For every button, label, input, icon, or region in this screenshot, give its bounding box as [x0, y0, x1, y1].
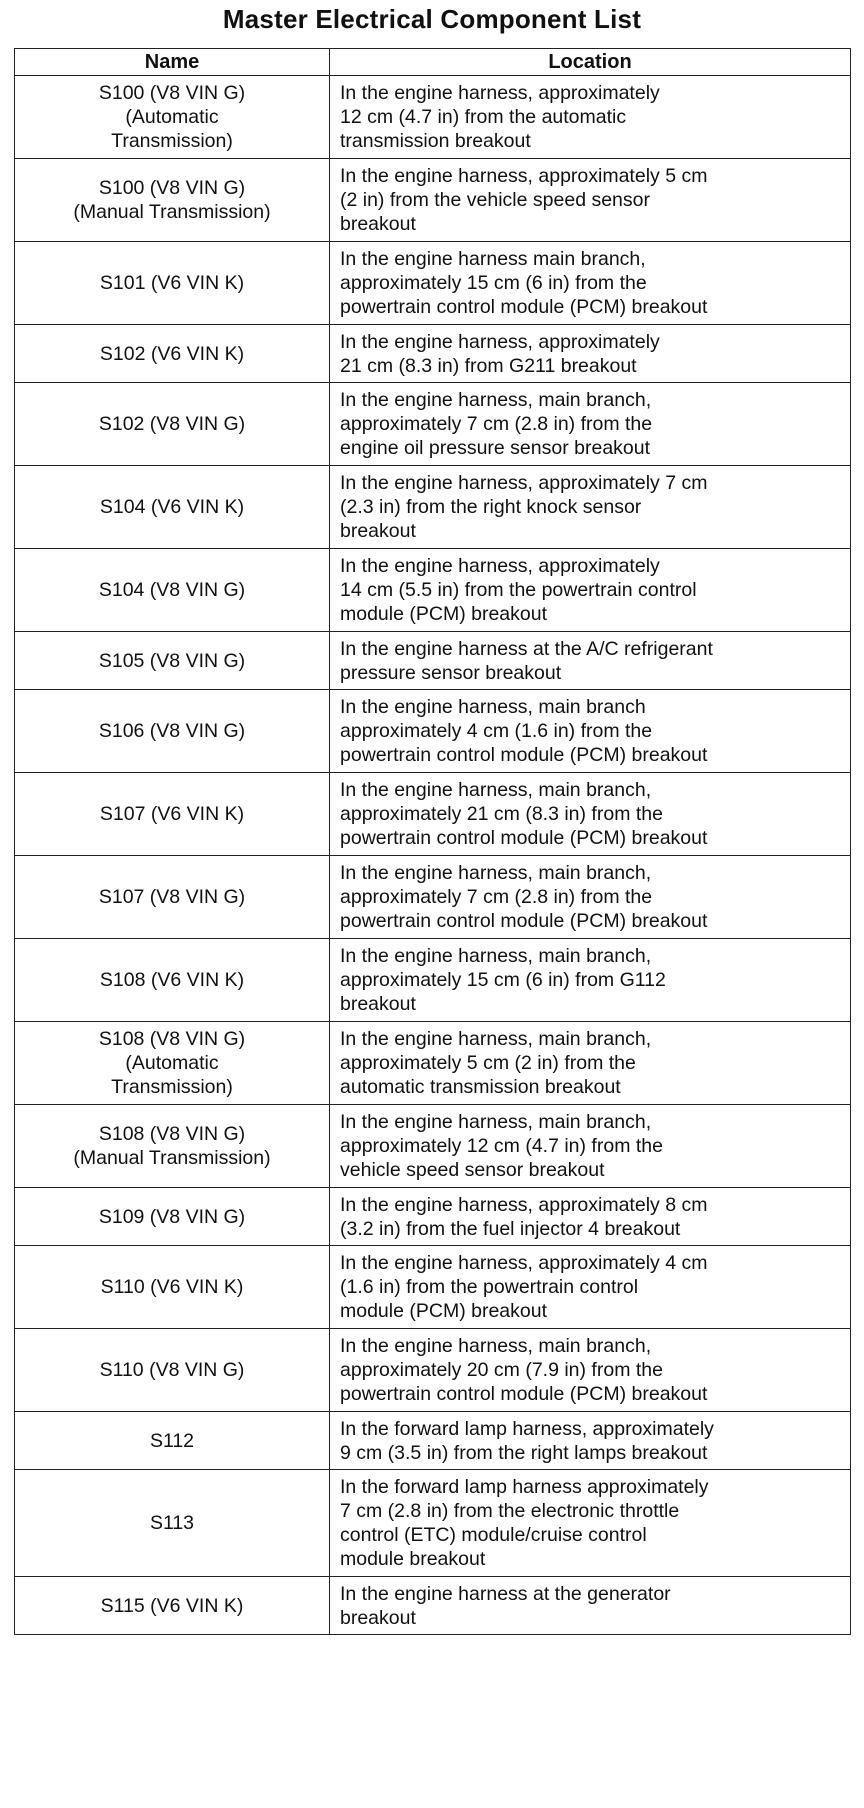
component-table — [14, 48, 851, 1635]
component-location-line: In the engine harness, approximately 4 cm — [340, 1252, 708, 1274]
component-location-line: automatic transmission breakout — [340, 1076, 621, 1098]
component-location-line: 9 cm (3.5 in) from the right lamps breakout — [340, 1441, 708, 1464]
component-location-cell — [330, 856, 851, 939]
column-header-location: Location — [330, 49, 851, 76]
component-location-cell — [330, 690, 851, 773]
component-location-line: (3.2 in) from the fuel injector 4 breakout — [340, 1217, 681, 1240]
component-location-line: breakout — [340, 993, 416, 1015]
component-location-line: powertrain control module (PCM) breakout — [340, 910, 708, 932]
component-location-line: vehicle speed sensor breakout — [340, 1159, 605, 1181]
table-header-row — [15, 49, 851, 76]
component-name-cell — [15, 632, 330, 690]
component-name-cell — [15, 466, 330, 549]
component-name-cell — [15, 1105, 330, 1188]
component-location-line: approximately 5 cm (2 in) from the — [340, 1052, 636, 1074]
component-name-line: S100 (V8 VIN G) — [98, 82, 246, 104]
component-location-cell — [330, 325, 851, 383]
component-location-line: approximately 15 cm (6 in) from the — [340, 272, 647, 294]
component-name-line: S110 (V8 VIN G) — [99, 1359, 245, 1381]
component-location-line: powertrain control module (PCM) breakout — [340, 296, 708, 318]
component-location-line: approximately 12 cm (4.7 in) from the — [340, 1135, 663, 1157]
component-location-line: In the engine harness, approximately — [340, 555, 660, 577]
table-row — [15, 1105, 851, 1188]
component-name-cell — [15, 76, 330, 159]
component-location-line: module (PCM) breakout — [340, 1300, 547, 1322]
component-name-line: S108 (V8 VIN G) — [98, 1123, 246, 1145]
component-name-line: Transmission) — [111, 1076, 233, 1098]
table-row — [15, 856, 851, 939]
component-location-line: In the engine harness, approximately — [340, 82, 660, 104]
component-location-line: module breakout — [340, 1548, 486, 1570]
component-location-line: In the engine harness main branch, — [340, 248, 646, 270]
table-row — [15, 1470, 851, 1577]
component-location-cell — [330, 1329, 851, 1412]
table-row — [15, 773, 851, 856]
component-name-cell — [15, 383, 330, 466]
component-location-cell — [330, 76, 851, 159]
component-name-line: S106 (V8 VIN G) — [98, 720, 246, 742]
component-name-line: (Manual Transmission) — [73, 201, 271, 223]
component-location-cell — [330, 939, 851, 1022]
component-location-line: breakout — [340, 1606, 416, 1629]
component-name-cell — [15, 1246, 330, 1329]
column-header-name: Name — [15, 49, 330, 76]
component-location-line: (2.3 in) from the right knock sensor — [340, 496, 642, 518]
table-row — [15, 242, 851, 325]
component-name-line: S101 (V6 VIN K) — [99, 272, 245, 294]
table-row — [15, 632, 851, 690]
component-name-cell — [15, 856, 330, 939]
component-name-cell — [15, 939, 330, 1022]
component-location-cell — [330, 773, 851, 856]
component-name-cell — [15, 1412, 330, 1470]
component-location-line: In the engine harness, approximately 8 cm — [340, 1193, 708, 1216]
component-location-line: 12 cm (4.7 in) from the automatic — [340, 106, 627, 128]
component-name-cell — [15, 549, 330, 632]
table-row — [15, 159, 851, 242]
component-location-line: In the engine harness, main branch, — [340, 945, 652, 967]
component-name-cell — [15, 1470, 330, 1577]
component-location-line: In the engine harness, approximately 7 cm — [340, 472, 708, 494]
component-location-line: powertrain control module (PCM) breakout — [340, 744, 708, 766]
component-location-line: In the engine harness, approximately — [340, 330, 660, 353]
component-location-cell — [330, 1105, 851, 1188]
component-name-line: S115 (V6 VIN K) — [100, 1594, 244, 1617]
component-location-line: In the forward lamp harness, approximately — [340, 1417, 714, 1440]
component-location-cell — [330, 1188, 851, 1246]
component-name-line: S107 (V8 VIN G) — [98, 886, 246, 908]
component-location-line: (2 in) from the vehicle speed sensor — [340, 189, 650, 211]
component-name-line: S108 (V8 VIN G) — [98, 1028, 246, 1050]
component-name-line: S105 (V8 VIN G) — [98, 649, 246, 672]
component-location-line: In the engine harness, main branch, — [340, 389, 652, 411]
component-location-line: pressure sensor breakout — [340, 661, 562, 684]
component-name-line: S104 (V6 VIN K) — [99, 496, 245, 518]
component-location-cell — [330, 632, 851, 690]
component-location-line: 14 cm (5.5 in) from the powertrain control — [340, 579, 697, 601]
component-location-line: module (PCM) breakout — [340, 603, 547, 625]
component-location-line: approximately 7 cm (2.8 in) from the — [340, 413, 653, 435]
component-name-cell — [15, 690, 330, 773]
component-name-line: S102 (V8 VIN G) — [98, 413, 246, 435]
table-row — [15, 1329, 851, 1412]
component-location-line: approximately 4 cm (1.6 in) from the — [340, 720, 653, 742]
component-location-line: In the forward lamp harness approximately — [340, 1476, 709, 1498]
component-location-line: 21 cm (8.3 in) from G211 breakout — [340, 354, 637, 377]
component-name-cell — [15, 1329, 330, 1412]
table-row — [15, 1246, 851, 1329]
component-location-cell — [330, 1412, 851, 1470]
component-name-line: S113 — [149, 1512, 195, 1534]
table-row — [15, 939, 851, 1022]
component-location-line: powertrain control module (PCM) breakout — [340, 827, 708, 849]
component-name-line: S100 (V8 VIN G) — [98, 177, 246, 199]
component-location-line: (1.6 in) from the powertrain control — [340, 1276, 639, 1298]
component-location-line: approximately 21 cm (8.3 in) from the — [340, 803, 663, 825]
table-row — [15, 549, 851, 632]
component-location-line: In the engine harness, main branch, — [340, 779, 652, 801]
table-row — [15, 1577, 851, 1635]
component-location-line: control (ETC) module/cruise control — [340, 1524, 647, 1546]
component-location-line: In the engine harness at the A/C refrigerant — [340, 637, 713, 660]
component-location-cell — [330, 383, 851, 466]
component-location-line: In the engine harness, main branch, — [340, 1111, 652, 1133]
page-title: Master Electrical Component List — [222, 4, 642, 34]
component-location-line: In the engine harness, main branch, — [340, 1335, 652, 1357]
component-name-cell — [15, 1577, 330, 1635]
component-location-line: breakout — [340, 520, 416, 542]
component-name-cell — [15, 242, 330, 325]
component-location-line: In the engine harness, main branch — [340, 696, 646, 718]
component-location-line: 7 cm (2.8 in) from the electronic throttle — [340, 1500, 680, 1522]
component-location-line: In the engine harness, main branch, — [340, 862, 652, 884]
component-location-cell — [330, 242, 851, 325]
table-row — [15, 1412, 851, 1470]
component-location-line: approximately 15 cm (6 in) from G112 — [340, 969, 666, 991]
component-location-cell — [330, 159, 851, 242]
component-name-cell — [15, 773, 330, 856]
component-location-line: powertrain control module (PCM) breakout — [340, 1383, 708, 1405]
component-name-line: S109 (V8 VIN G) — [98, 1205, 246, 1228]
component-location-line: engine oil pressure sensor breakout — [340, 437, 651, 459]
table-row — [15, 1188, 851, 1246]
component-location-cell — [330, 549, 851, 632]
table-row — [15, 325, 851, 383]
component-name-line: S102 (V6 VIN K) — [99, 342, 245, 365]
component-name-cell — [15, 159, 330, 242]
table-row — [15, 1022, 851, 1105]
table-row — [15, 383, 851, 466]
component-name-line: (Automatic — [125, 106, 219, 128]
component-name-cell — [15, 325, 330, 383]
component-name-line: S107 (V6 VIN K) — [99, 803, 245, 825]
component-location-cell — [330, 1246, 851, 1329]
component-location-cell — [330, 1470, 851, 1577]
component-name-line: Transmission) — [111, 130, 233, 152]
component-location-line: approximately 7 cm (2.8 in) from the — [340, 886, 653, 908]
component-name-line: (Manual Transmission) — [73, 1147, 271, 1169]
table-body — [15, 76, 851, 1635]
component-location-cell — [330, 466, 851, 549]
table-row — [15, 466, 851, 549]
component-name-cell — [15, 1022, 330, 1105]
component-name-line: S112 — [149, 1429, 195, 1452]
component-location-line: transmission breakout — [340, 130, 531, 152]
component-location-line: In the engine harness, main branch, — [340, 1028, 652, 1050]
component-name-line: S104 (V8 VIN G) — [98, 579, 246, 601]
component-location-cell — [330, 1022, 851, 1105]
component-name-cell — [15, 1188, 330, 1246]
component-name-line: S110 (V6 VIN K) — [100, 1276, 244, 1298]
component-name-line: S108 (V6 VIN K) — [99, 969, 245, 991]
table-row — [15, 76, 851, 159]
component-location-cell — [330, 1577, 851, 1635]
table-row — [15, 690, 851, 773]
component-location-line: In the engine harness, approximately 5 cm — [340, 165, 708, 187]
component-location-line: In the engine harness at the generator — [340, 1582, 671, 1605]
component-location-line: breakout — [340, 213, 416, 235]
component-location-line: approximately 20 cm (7.9 in) from the — [340, 1359, 663, 1381]
component-name-line: (Automatic — [125, 1052, 219, 1074]
